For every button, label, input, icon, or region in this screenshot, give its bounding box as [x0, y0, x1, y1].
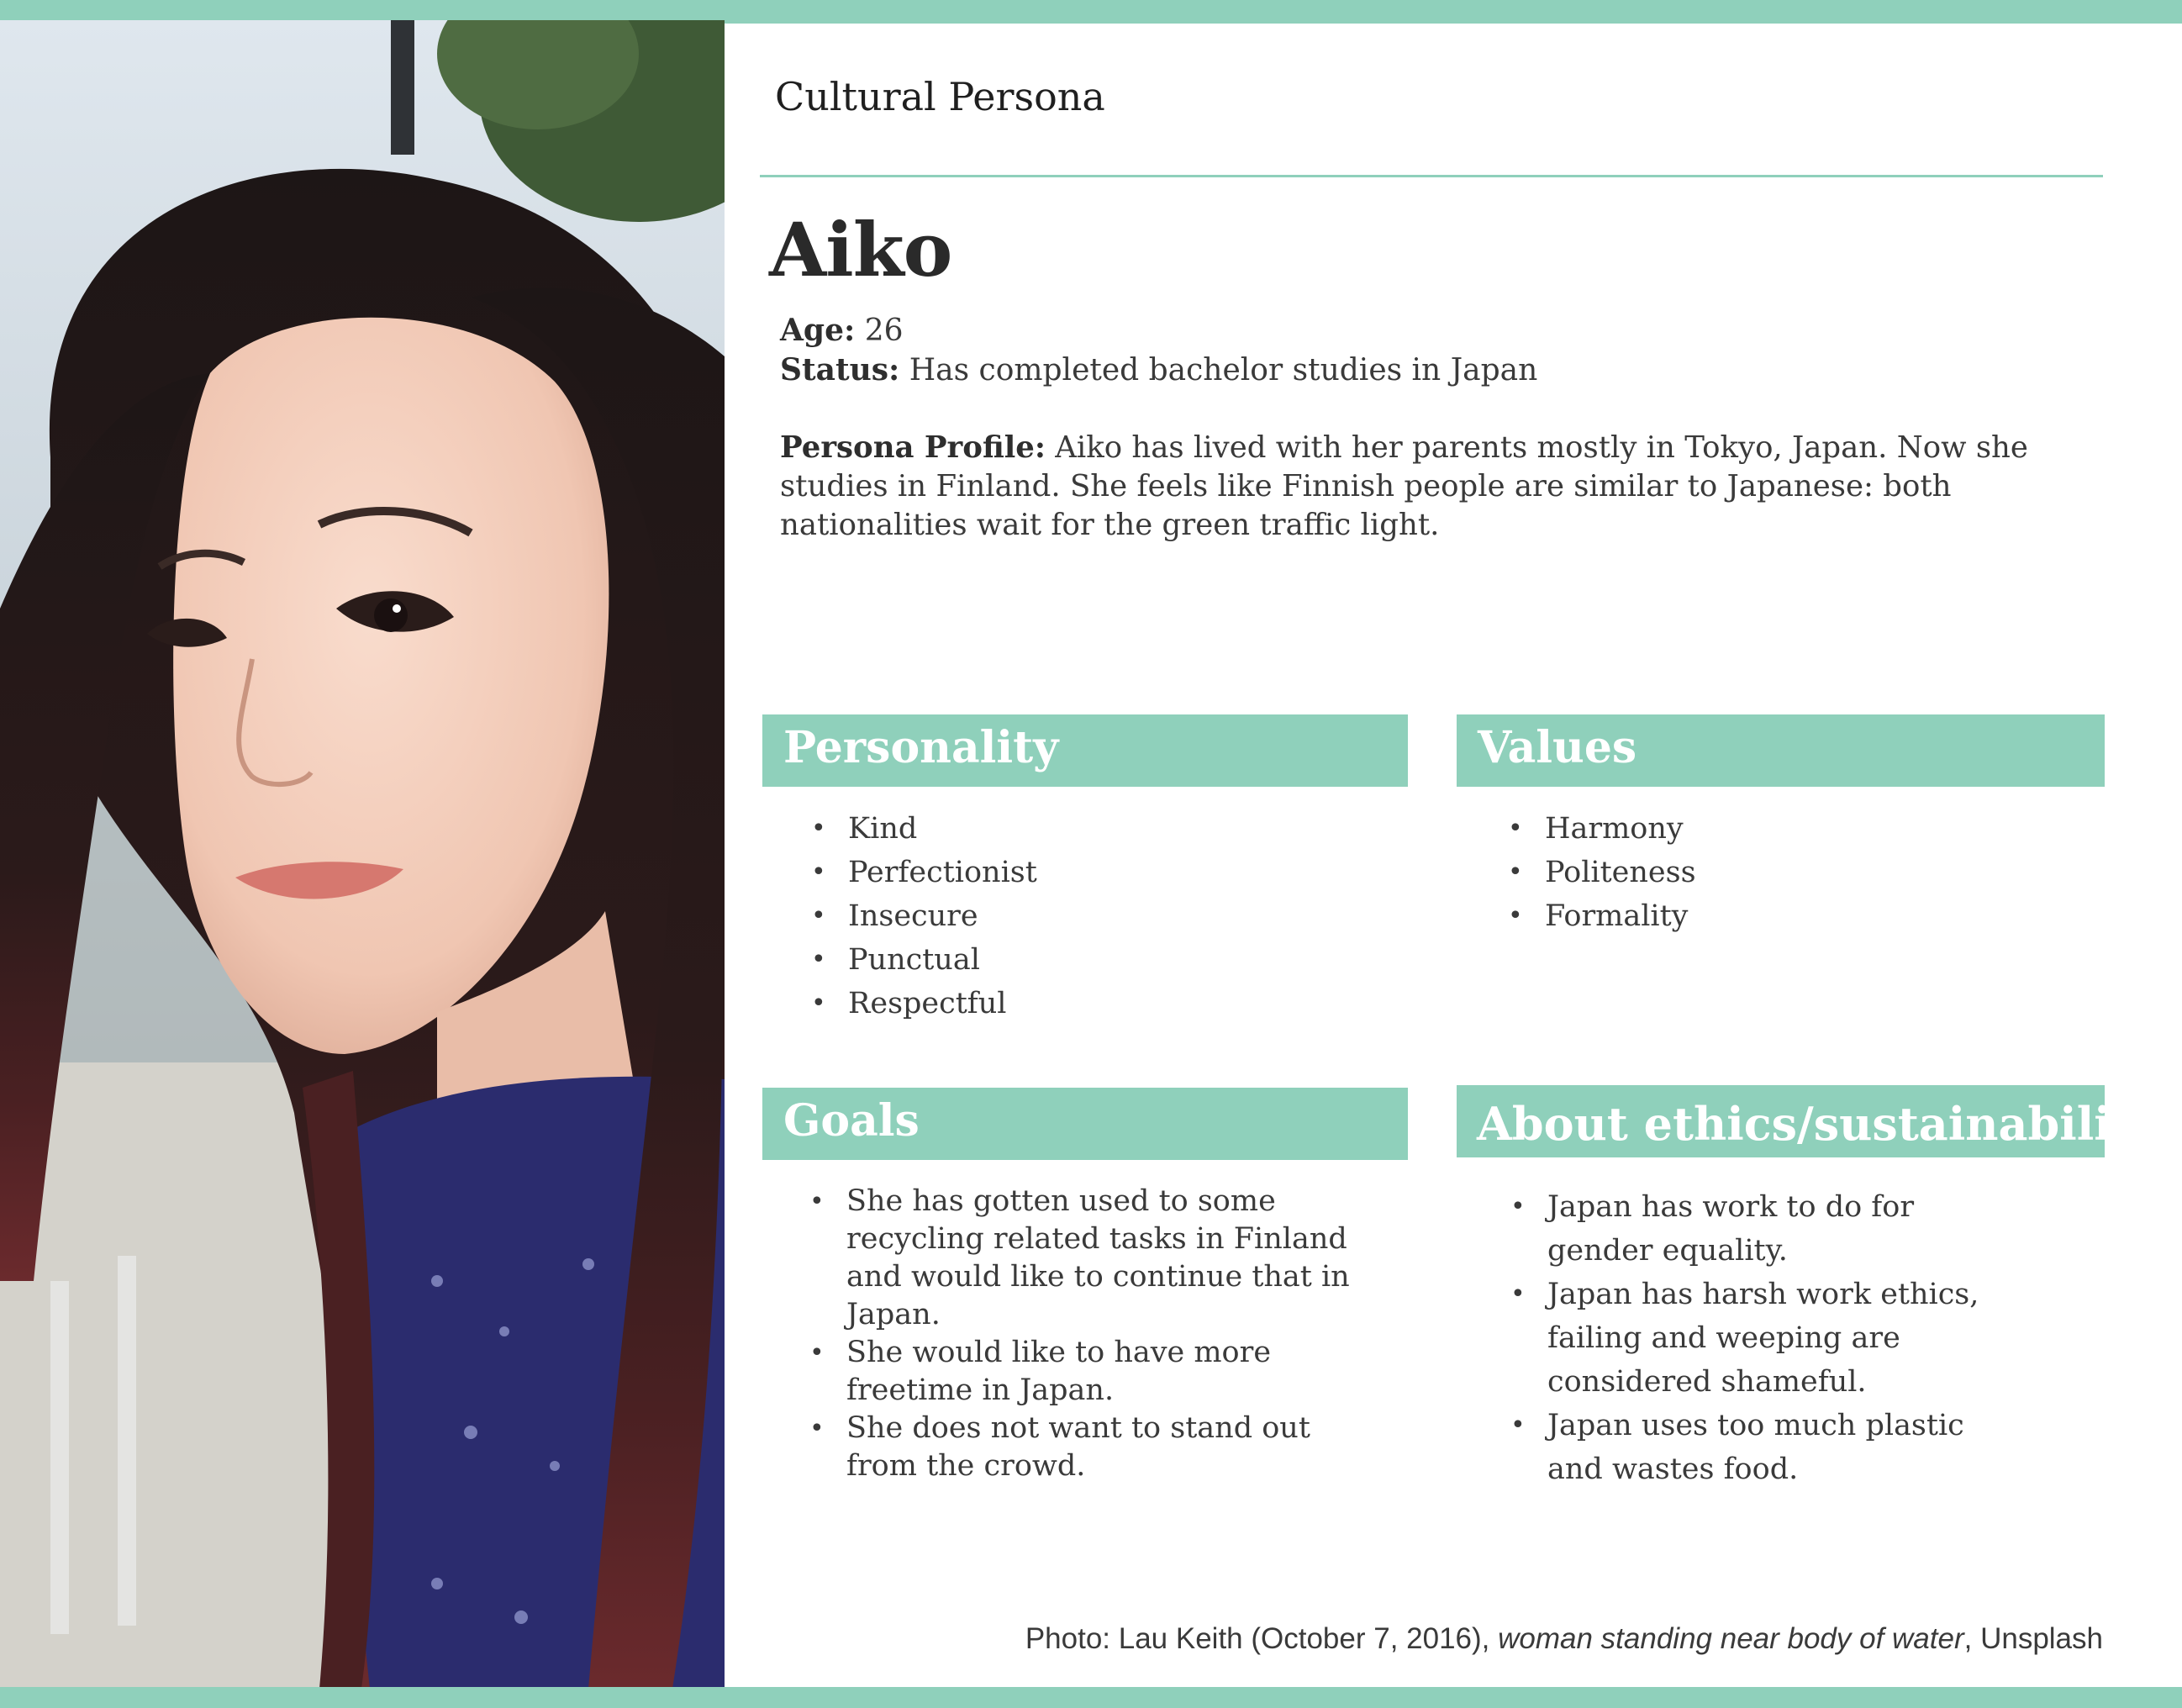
list-item: • Politeness	[1545, 851, 1696, 894]
profile-text: Aiko has lived with her parents mostly in Tokyo, Japan. Now she studies in Finland. She feels like Finnish people are similar to Japanese: both nationalities wait for the green traffic light.	[780, 430, 2028, 542]
status-label: Status:	[780, 352, 900, 387]
list-item: • Harmony	[1545, 807, 1696, 851]
list-item: • Formality	[1545, 894, 1696, 938]
values-list	[1545, 807, 1696, 938]
header-divider	[760, 175, 2103, 177]
list-item: • Punctual	[848, 938, 1037, 982]
status-value: Has completed bachelor studies in Japan	[909, 353, 1538, 387]
list-item: • She would like to have more freetime in Japan.	[846, 1334, 1384, 1410]
goals-list	[846, 1183, 1384, 1485]
list-item: • She does not want to stand out from the crowd.	[846, 1410, 1384, 1485]
age-row	[780, 311, 1537, 351]
status-row	[780, 351, 1537, 390]
list-item: • Insecure	[848, 894, 1037, 938]
list-item: • Kind	[848, 807, 1037, 851]
values-heading: Values	[1457, 714, 2105, 787]
list-item: • Japan uses too much plastic and wastes food.	[1547, 1404, 2001, 1491]
profile-label: Persona Profile:	[780, 430, 1046, 465]
list-item: • Perfectionist	[848, 851, 1037, 894]
ethics-heading: About ethics/sustainability	[1457, 1085, 2105, 1157]
persona-facts	[780, 311, 1537, 390]
credit-suffix: , Unsplash	[1963, 1622, 2103, 1655]
list-item: • Respectful	[848, 982, 1037, 1025]
photo-credit	[1025, 1622, 2103, 1656]
personality-heading: Personality	[762, 714, 1408, 787]
list-item: • Japan has harsh work ethics, failing and weeping are considered shameful.	[1547, 1273, 2001, 1404]
credit-prefix: Photo: Lau Keith (October 7, 2016),	[1025, 1622, 1499, 1655]
persona-photo	[0, 20, 725, 1689]
persona-profile	[780, 429, 2091, 545]
bottom-accent-bar	[0, 1687, 2182, 1708]
personality-list	[848, 807, 1037, 1025]
goals-heading: Goals	[762, 1088, 1408, 1160]
list-item: • Japan has work to do for gender equality.	[1547, 1185, 2001, 1273]
list-item: • She has gotten used to some recycling related tasks in Finland and would like to continue that in Japan.	[846, 1183, 1384, 1334]
age-value: 26	[864, 314, 904, 348]
ethics-list	[1547, 1185, 2001, 1491]
credit-title: woman standing near body of water	[1498, 1622, 1964, 1655]
document-label: Cultural Persona	[775, 74, 1105, 119]
age-label: Age:	[780, 313, 856, 348]
persona-name: Aiko	[769, 206, 952, 293]
